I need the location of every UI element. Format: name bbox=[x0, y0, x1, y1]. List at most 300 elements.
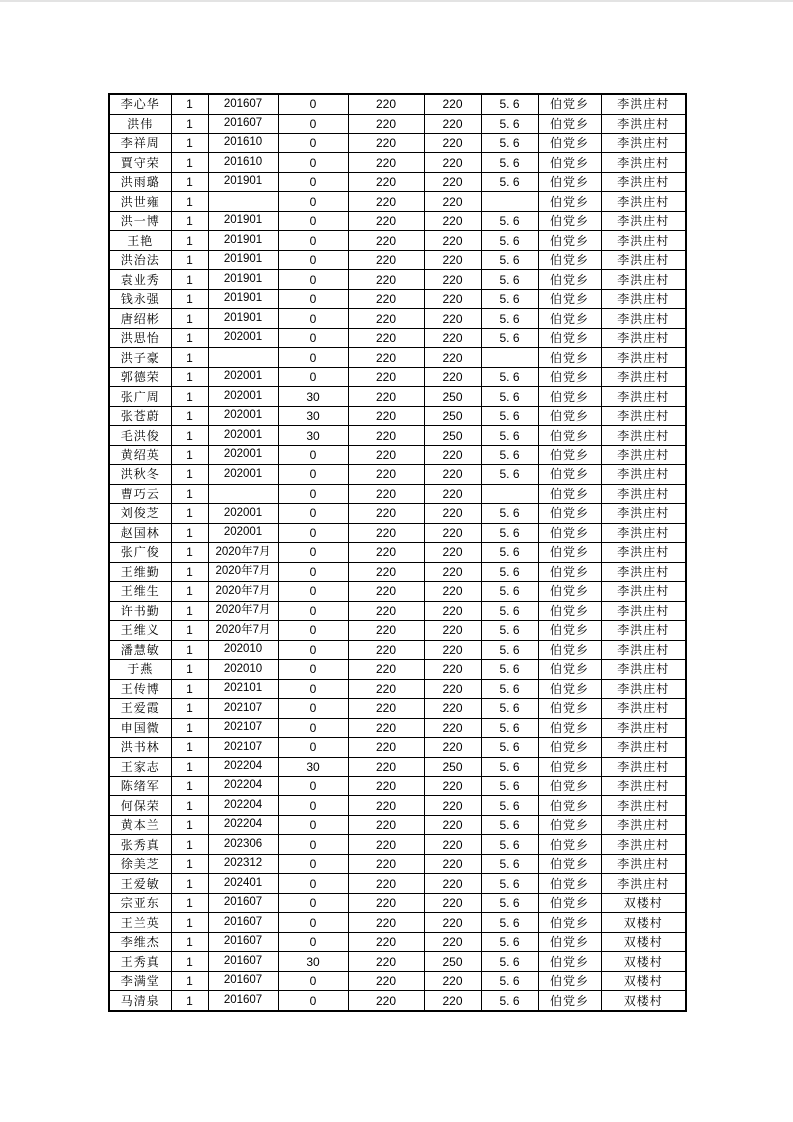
cell-name: 洪一博 bbox=[109, 211, 171, 230]
cell-rate: 5. 6 bbox=[481, 601, 538, 620]
cell-rate: 5. 6 bbox=[481, 211, 538, 230]
cell-name: 洪思怡 bbox=[109, 328, 171, 347]
table-row bbox=[109, 971, 686, 990]
cell-start-date: 202001 bbox=[208, 367, 278, 386]
cell-total-amount: 220 bbox=[424, 250, 481, 269]
cell-township: 伯党乡 bbox=[538, 582, 601, 601]
cell-township: 伯党乡 bbox=[538, 757, 601, 776]
cell-rate: 5. 6 bbox=[481, 289, 538, 308]
cell-name: 李满堂 bbox=[109, 971, 171, 990]
cell-rate: 5. 6 bbox=[481, 757, 538, 776]
cell-base-amount: 220 bbox=[348, 114, 424, 133]
cell-start-date: 201901 bbox=[208, 211, 278, 230]
cell-supplement-amount: 30 bbox=[278, 387, 348, 406]
cell-supplement-amount: 0 bbox=[278, 601, 348, 620]
cell-township: 伯党乡 bbox=[538, 854, 601, 873]
cell-base-amount: 220 bbox=[348, 601, 424, 620]
cell-start-date: 202001 bbox=[208, 504, 278, 523]
cell-rate: 5. 6 bbox=[481, 699, 538, 718]
cell-count: 1 bbox=[171, 114, 208, 133]
cell-township: 伯党乡 bbox=[538, 893, 601, 912]
cell-name: 黄绍英 bbox=[109, 445, 171, 464]
cell-name: 申国微 bbox=[109, 718, 171, 737]
cell-supplement-amount: 0 bbox=[278, 776, 348, 795]
cell-supplement-amount: 0 bbox=[278, 192, 348, 211]
cell-village: 李洪庄村 bbox=[601, 367, 686, 386]
cell-township: 伯党乡 bbox=[538, 114, 601, 133]
table-row bbox=[109, 854, 686, 873]
cell-count: 1 bbox=[171, 971, 208, 990]
cell-township: 伯党乡 bbox=[538, 971, 601, 990]
cell-base-amount: 220 bbox=[348, 465, 424, 484]
cell-village: 李洪庄村 bbox=[601, 426, 686, 445]
cell-base-amount: 220 bbox=[348, 134, 424, 153]
cell-village: 李洪庄村 bbox=[601, 445, 686, 464]
cell-township: 伯党乡 bbox=[538, 874, 601, 893]
cell-count: 1 bbox=[171, 913, 208, 932]
cell-total-amount: 220 bbox=[424, 465, 481, 484]
cell-name: 洪子豪 bbox=[109, 348, 171, 367]
cell-rate: 5. 6 bbox=[481, 543, 538, 562]
cell-start-date: 202107 bbox=[208, 699, 278, 718]
cell-start-date: 2020年7月 bbox=[208, 621, 278, 640]
cell-start-date: 202204 bbox=[208, 815, 278, 834]
cell-rate: 5. 6 bbox=[481, 114, 538, 133]
cell-rate: 5. 6 bbox=[481, 621, 538, 640]
cell-village: 李洪庄村 bbox=[601, 699, 686, 718]
cell-name: 赵国林 bbox=[109, 523, 171, 542]
cell-rate: 5. 6 bbox=[481, 776, 538, 795]
cell-township: 伯党乡 bbox=[538, 172, 601, 191]
cell-start-date: 201607 bbox=[208, 971, 278, 990]
cell-base-amount: 220 bbox=[348, 406, 424, 425]
cell-supplement-amount: 0 bbox=[278, 699, 348, 718]
cell-base-amount: 220 bbox=[348, 270, 424, 289]
cell-village: 双楼村 bbox=[601, 952, 686, 971]
cell-supplement-amount: 0 bbox=[278, 640, 348, 659]
cell-township: 伯党乡 bbox=[538, 328, 601, 347]
cell-base-amount: 220 bbox=[348, 309, 424, 328]
cell-township: 伯党乡 bbox=[538, 134, 601, 153]
cell-supplement-amount: 30 bbox=[278, 757, 348, 776]
cell-count: 1 bbox=[171, 134, 208, 153]
cell-name: 王维义 bbox=[109, 621, 171, 640]
cell-base-amount: 220 bbox=[348, 94, 424, 114]
cell-base-amount: 220 bbox=[348, 328, 424, 347]
cell-village: 李洪庄村 bbox=[601, 172, 686, 191]
cell-start-date: 202312 bbox=[208, 854, 278, 873]
cell-supplement-amount: 0 bbox=[278, 348, 348, 367]
table-row bbox=[109, 367, 686, 386]
table-row bbox=[109, 601, 686, 620]
cell-township: 伯党乡 bbox=[538, 192, 601, 211]
cell-supplement-amount: 0 bbox=[278, 913, 348, 932]
cell-count: 1 bbox=[171, 932, 208, 951]
cell-total-amount: 220 bbox=[424, 621, 481, 640]
cell-village: 李洪庄村 bbox=[601, 94, 686, 114]
cell-count: 1 bbox=[171, 445, 208, 464]
cell-base-amount: 220 bbox=[348, 250, 424, 269]
cell-township: 伯党乡 bbox=[538, 601, 601, 620]
cell-start-date: 201901 bbox=[208, 289, 278, 308]
cell-township: 伯党乡 bbox=[538, 309, 601, 328]
cell-start-date: 2020年7月 bbox=[208, 562, 278, 581]
cell-total-amount: 250 bbox=[424, 757, 481, 776]
table-row bbox=[109, 250, 686, 269]
cell-name: 李维杰 bbox=[109, 932, 171, 951]
cell-township: 伯党乡 bbox=[538, 484, 601, 503]
cell-base-amount: 220 bbox=[348, 835, 424, 854]
cell-name: 袁业秀 bbox=[109, 270, 171, 289]
cell-village: 李洪庄村 bbox=[601, 543, 686, 562]
cell-supplement-amount: 0 bbox=[278, 621, 348, 640]
cell-total-amount: 220 bbox=[424, 134, 481, 153]
table-row bbox=[109, 211, 686, 230]
cell-base-amount: 220 bbox=[348, 699, 424, 718]
cell-total-amount: 220 bbox=[424, 562, 481, 581]
cell-start-date: 202204 bbox=[208, 757, 278, 776]
cell-count: 1 bbox=[171, 874, 208, 893]
cell-start-date: 201607 bbox=[208, 94, 278, 114]
cell-total-amount: 220 bbox=[424, 94, 481, 114]
cell-name: 洪书林 bbox=[109, 738, 171, 757]
table-row bbox=[109, 504, 686, 523]
cell-rate: 5. 6 bbox=[481, 172, 538, 191]
cell-total-amount: 220 bbox=[424, 815, 481, 834]
cell-name: 张广周 bbox=[109, 387, 171, 406]
cell-village: 李洪庄村 bbox=[601, 309, 686, 328]
cell-start-date: 2020年7月 bbox=[208, 582, 278, 601]
cell-township: 伯党乡 bbox=[538, 835, 601, 854]
cell-start-date: 202001 bbox=[208, 465, 278, 484]
cell-supplement-amount: 0 bbox=[278, 738, 348, 757]
table-row bbox=[109, 757, 686, 776]
cell-name: 张苍蔚 bbox=[109, 406, 171, 425]
cell-village: 李洪庄村 bbox=[601, 835, 686, 854]
cell-base-amount: 220 bbox=[348, 387, 424, 406]
table-row bbox=[109, 445, 686, 464]
cell-township: 伯党乡 bbox=[538, 445, 601, 464]
cell-count: 1 bbox=[171, 991, 208, 1011]
cell-total-amount: 220 bbox=[424, 153, 481, 172]
cell-rate: 5. 6 bbox=[481, 796, 538, 815]
scan-top-edge-line bbox=[0, 0, 793, 2]
cell-start-date: 201901 bbox=[208, 172, 278, 191]
table-row bbox=[109, 348, 686, 367]
cell-village: 李洪庄村 bbox=[601, 270, 686, 289]
cell-count: 1 bbox=[171, 231, 208, 250]
cell-start-date: 201610 bbox=[208, 134, 278, 153]
cell-start-date: 201607 bbox=[208, 893, 278, 912]
cell-start-date: 202204 bbox=[208, 796, 278, 815]
cell-rate: 5. 6 bbox=[481, 94, 538, 114]
cell-township: 伯党乡 bbox=[538, 679, 601, 698]
cell-rate: 5. 6 bbox=[481, 250, 538, 269]
cell-village: 李洪庄村 bbox=[601, 874, 686, 893]
table-body bbox=[109, 94, 686, 1011]
cell-village: 双楼村 bbox=[601, 991, 686, 1011]
cell-start-date: 202001 bbox=[208, 445, 278, 464]
cell-township: 伯党乡 bbox=[538, 932, 601, 951]
cell-total-amount: 220 bbox=[424, 893, 481, 912]
cell-start-date: 201607 bbox=[208, 991, 278, 1011]
table-row bbox=[109, 776, 686, 795]
table-row bbox=[109, 134, 686, 153]
cell-rate: 5. 6 bbox=[481, 660, 538, 679]
cell-total-amount: 250 bbox=[424, 387, 481, 406]
cell-name: 李祥周 bbox=[109, 134, 171, 153]
cell-rate: 5. 6 bbox=[481, 153, 538, 172]
cell-total-amount: 220 bbox=[424, 854, 481, 873]
cell-name: 张广俊 bbox=[109, 543, 171, 562]
table-row bbox=[109, 699, 686, 718]
cell-name: 徐美芝 bbox=[109, 854, 171, 873]
cell-supplement-amount: 0 bbox=[278, 445, 348, 464]
cell-supplement-amount: 0 bbox=[278, 94, 348, 114]
cell-total-amount: 250 bbox=[424, 406, 481, 425]
cell-start-date: 202010 bbox=[208, 640, 278, 659]
cell-count: 1 bbox=[171, 776, 208, 795]
cell-start-date bbox=[208, 192, 278, 211]
cell-count: 1 bbox=[171, 367, 208, 386]
table-row bbox=[109, 913, 686, 932]
cell-start-date: 202107 bbox=[208, 718, 278, 737]
cell-rate: 5. 6 bbox=[481, 134, 538, 153]
cell-name: 洪治法 bbox=[109, 250, 171, 269]
cell-total-amount: 220 bbox=[424, 523, 481, 542]
cell-start-date: 201901 bbox=[208, 250, 278, 269]
cell-base-amount: 220 bbox=[348, 348, 424, 367]
table-row bbox=[109, 582, 686, 601]
cell-start-date: 202204 bbox=[208, 776, 278, 795]
cell-village: 李洪庄村 bbox=[601, 289, 686, 308]
table-row bbox=[109, 640, 686, 659]
cell-rate: 5. 6 bbox=[481, 465, 538, 484]
cell-base-amount: 220 bbox=[348, 679, 424, 698]
cell-base-amount: 220 bbox=[348, 211, 424, 230]
cell-village: 李洪庄村 bbox=[601, 504, 686, 523]
cell-start-date bbox=[208, 484, 278, 503]
table-row bbox=[109, 621, 686, 640]
cell-total-amount: 220 bbox=[424, 796, 481, 815]
cell-name: 王家志 bbox=[109, 757, 171, 776]
cell-township: 伯党乡 bbox=[538, 153, 601, 172]
cell-total-amount: 220 bbox=[424, 971, 481, 990]
cell-total-amount: 220 bbox=[424, 309, 481, 328]
cell-count: 1 bbox=[171, 94, 208, 114]
cell-name: 钱永强 bbox=[109, 289, 171, 308]
cell-rate: 5. 6 bbox=[481, 738, 538, 757]
cell-supplement-amount: 0 bbox=[278, 153, 348, 172]
cell-name: 唐绍彬 bbox=[109, 309, 171, 328]
cell-name: 王维勤 bbox=[109, 562, 171, 581]
cell-start-date: 202001 bbox=[208, 387, 278, 406]
cell-total-amount: 220 bbox=[424, 543, 481, 562]
roster-table bbox=[108, 93, 687, 1012]
cell-supplement-amount: 0 bbox=[278, 270, 348, 289]
cell-total-amount: 220 bbox=[424, 211, 481, 230]
cell-base-amount: 220 bbox=[348, 932, 424, 951]
cell-count: 1 bbox=[171, 562, 208, 581]
table-row bbox=[109, 231, 686, 250]
cell-village: 双楼村 bbox=[601, 932, 686, 951]
cell-total-amount: 220 bbox=[424, 679, 481, 698]
cell-count: 1 bbox=[171, 387, 208, 406]
cell-count: 1 bbox=[171, 660, 208, 679]
table-row bbox=[109, 796, 686, 815]
cell-name: 于燕 bbox=[109, 660, 171, 679]
cell-village: 李洪庄村 bbox=[601, 484, 686, 503]
cell-village: 李洪庄村 bbox=[601, 328, 686, 347]
cell-supplement-amount: 0 bbox=[278, 211, 348, 230]
cell-township: 伯党乡 bbox=[538, 660, 601, 679]
cell-township: 伯党乡 bbox=[538, 718, 601, 737]
cell-start-date: 202401 bbox=[208, 874, 278, 893]
cell-base-amount: 220 bbox=[348, 640, 424, 659]
cell-start-date: 202306 bbox=[208, 835, 278, 854]
cell-count: 1 bbox=[171, 952, 208, 971]
cell-supplement-amount: 0 bbox=[278, 582, 348, 601]
cell-count: 1 bbox=[171, 621, 208, 640]
cell-township: 伯党乡 bbox=[538, 211, 601, 230]
cell-rate: 5. 6 bbox=[481, 504, 538, 523]
cell-supplement-amount: 0 bbox=[278, 679, 348, 698]
cell-supplement-amount: 0 bbox=[278, 367, 348, 386]
cell-start-date: 202010 bbox=[208, 660, 278, 679]
cell-rate: 5. 6 bbox=[481, 952, 538, 971]
cell-township: 伯党乡 bbox=[538, 465, 601, 484]
cell-township: 伯党乡 bbox=[538, 426, 601, 445]
cell-rate: 5. 6 bbox=[481, 835, 538, 854]
cell-supplement-amount: 0 bbox=[278, 289, 348, 308]
cell-total-amount: 220 bbox=[424, 270, 481, 289]
cell-base-amount: 220 bbox=[348, 367, 424, 386]
table-row bbox=[109, 387, 686, 406]
table-row bbox=[109, 406, 686, 425]
cell-village: 李洪庄村 bbox=[601, 640, 686, 659]
cell-supplement-amount: 0 bbox=[278, 854, 348, 873]
cell-base-amount: 220 bbox=[348, 757, 424, 776]
cell-total-amount: 220 bbox=[424, 835, 481, 854]
cell-start-date: 2020年7月 bbox=[208, 601, 278, 620]
cell-name: 宗亚东 bbox=[109, 893, 171, 912]
cell-rate: 5. 6 bbox=[481, 445, 538, 464]
cell-start-date bbox=[208, 348, 278, 367]
table-row bbox=[109, 484, 686, 503]
cell-village: 李洪庄村 bbox=[601, 406, 686, 425]
cell-start-date: 201610 bbox=[208, 153, 278, 172]
cell-base-amount: 220 bbox=[348, 660, 424, 679]
cell-name: 洪伟 bbox=[109, 114, 171, 133]
cell-rate: 5. 6 bbox=[481, 582, 538, 601]
table-row bbox=[109, 991, 686, 1011]
cell-name: 许书勤 bbox=[109, 601, 171, 620]
table-row bbox=[109, 172, 686, 191]
cell-rate: 5. 6 bbox=[481, 913, 538, 932]
cell-count: 1 bbox=[171, 465, 208, 484]
cell-count: 1 bbox=[171, 348, 208, 367]
cell-total-amount: 220 bbox=[424, 738, 481, 757]
cell-base-amount: 220 bbox=[348, 991, 424, 1011]
cell-township: 伯党乡 bbox=[538, 289, 601, 308]
cell-total-amount: 220 bbox=[424, 874, 481, 893]
table-row bbox=[109, 426, 686, 445]
table-row bbox=[109, 153, 686, 172]
cell-village: 李洪庄村 bbox=[601, 192, 686, 211]
table-row bbox=[109, 815, 686, 834]
cell-name: 毛洪俊 bbox=[109, 426, 171, 445]
cell-rate: 5. 6 bbox=[481, 523, 538, 542]
cell-village: 李洪庄村 bbox=[601, 582, 686, 601]
cell-supplement-amount: 30 bbox=[278, 406, 348, 425]
cell-base-amount: 220 bbox=[348, 484, 424, 503]
table-row bbox=[109, 309, 686, 328]
cell-supplement-amount: 0 bbox=[278, 231, 348, 250]
cell-base-amount: 220 bbox=[348, 738, 424, 757]
cell-township: 伯党乡 bbox=[538, 640, 601, 659]
table-row bbox=[109, 874, 686, 893]
cell-count: 1 bbox=[171, 835, 208, 854]
cell-start-date: 202001 bbox=[208, 328, 278, 347]
cell-name: 郭德荣 bbox=[109, 367, 171, 386]
cell-rate: 5. 6 bbox=[481, 231, 538, 250]
cell-total-amount: 220 bbox=[424, 991, 481, 1011]
cell-base-amount: 220 bbox=[348, 582, 424, 601]
cell-township: 伯党乡 bbox=[538, 94, 601, 114]
cell-name: 王秀真 bbox=[109, 952, 171, 971]
cell-township: 伯党乡 bbox=[538, 562, 601, 581]
cell-count: 1 bbox=[171, 699, 208, 718]
cell-base-amount: 220 bbox=[348, 952, 424, 971]
cell-start-date: 202107 bbox=[208, 738, 278, 757]
cell-count: 1 bbox=[171, 757, 208, 776]
cell-total-amount: 220 bbox=[424, 484, 481, 503]
cell-supplement-amount: 0 bbox=[278, 835, 348, 854]
cell-township: 伯党乡 bbox=[538, 270, 601, 289]
cell-base-amount: 220 bbox=[348, 621, 424, 640]
cell-township: 伯党乡 bbox=[538, 231, 601, 250]
table-row bbox=[109, 835, 686, 854]
cell-township: 伯党乡 bbox=[538, 815, 601, 834]
cell-count: 1 bbox=[171, 796, 208, 815]
cell-township: 伯党乡 bbox=[538, 406, 601, 425]
cell-village: 李洪庄村 bbox=[601, 757, 686, 776]
cell-supplement-amount: 0 bbox=[278, 250, 348, 269]
cell-total-amount: 220 bbox=[424, 776, 481, 795]
cell-total-amount: 220 bbox=[424, 328, 481, 347]
cell-total-amount: 220 bbox=[424, 445, 481, 464]
table-row bbox=[109, 523, 686, 542]
cell-supplement-amount: 0 bbox=[278, 523, 348, 542]
cell-township: 伯党乡 bbox=[538, 699, 601, 718]
table-row bbox=[109, 94, 686, 114]
cell-name: 陈绪军 bbox=[109, 776, 171, 795]
cell-rate: 5. 6 bbox=[481, 640, 538, 659]
cell-village: 李洪庄村 bbox=[601, 250, 686, 269]
cell-village: 李洪庄村 bbox=[601, 679, 686, 698]
cell-total-amount: 220 bbox=[424, 231, 481, 250]
cell-rate: 5. 6 bbox=[481, 309, 538, 328]
cell-township: 伯党乡 bbox=[538, 776, 601, 795]
cell-count: 1 bbox=[171, 328, 208, 347]
cell-start-date: 202101 bbox=[208, 679, 278, 698]
cell-base-amount: 220 bbox=[348, 562, 424, 581]
cell-count: 1 bbox=[171, 484, 208, 503]
table-row bbox=[109, 660, 686, 679]
cell-name: 马清泉 bbox=[109, 991, 171, 1011]
cell-township: 伯党乡 bbox=[538, 952, 601, 971]
cell-supplement-amount: 0 bbox=[278, 504, 348, 523]
